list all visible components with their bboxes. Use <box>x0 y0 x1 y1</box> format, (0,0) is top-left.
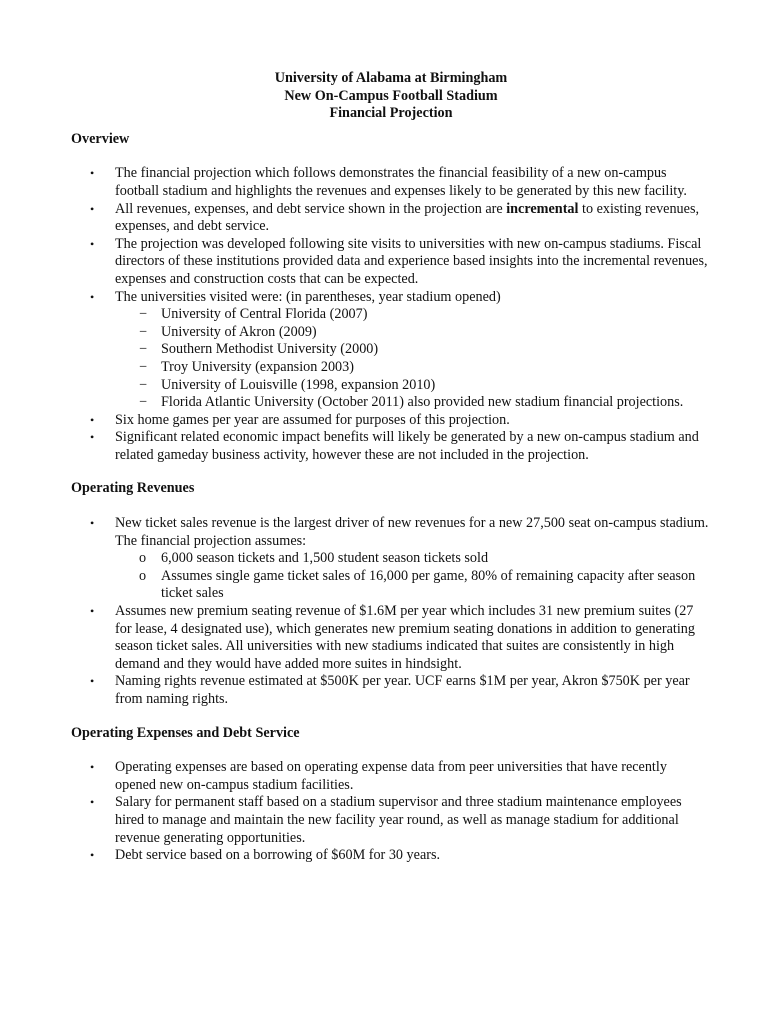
university-entry: Troy University (expansion 2003) <box>161 358 354 375</box>
list-item <box>71 236 711 289</box>
overview-bullet-text: The universities visited were: (in parentheses, year stadium opened) <box>115 288 501 305</box>
bullet-marker: • <box>90 289 95 304</box>
list-item <box>71 759 711 794</box>
list-item <box>71 429 711 464</box>
list-item <box>71 847 711 865</box>
revenue-bullet-text: New ticket sales revenue is the largest driver of new revenues for a new 27,500 seat on-campus stadium. The financial projection assumes: <box>115 515 709 549</box>
operating-expenses-heading: Operating Expenses and Debt Service <box>71 724 300 741</box>
expenses-list <box>71 759 711 865</box>
list-item <box>71 603 711 673</box>
list-item <box>115 394 711 412</box>
dash-marker: − <box>139 358 148 375</box>
assumption-entry: Assumes single game ticket sales of 16,000 per game, 80% of remaining capacity after season ticket sales <box>161 567 696 602</box>
university-entry: University of Central Florida (2007) <box>161 306 368 323</box>
list-item <box>71 515 711 603</box>
assumption-entry: 6,000 season tickets and 1,500 student season tickets sold <box>161 550 489 567</box>
document-title <box>71 70 711 123</box>
overview-bullet-text: Six home games per year are assumed for purposes of this projection. <box>115 411 510 428</box>
list-item <box>71 165 711 200</box>
dash-marker: − <box>139 341 148 358</box>
operating-revenues-heading: Operating Revenues <box>71 480 195 497</box>
university-entry: University of Louisville (1998, expansion 2010) <box>161 376 436 393</box>
text-segment: All revenues, expenses, and debt service shown in the projection are <box>115 200 507 217</box>
bullet-marker: • <box>90 604 95 619</box>
revenue-bullet-text: Naming rights revenue estimated at $500K per year. UCF earns $1M per year, Akron $750K per year from naming rights. <box>115 673 690 707</box>
list-item <box>115 341 711 359</box>
dash-marker: − <box>139 394 148 411</box>
list-item <box>71 289 711 412</box>
list-item <box>115 550 711 568</box>
bullet-marker: • <box>90 674 95 689</box>
dash-marker: − <box>139 306 148 323</box>
title-document-type: Financial Projection <box>329 105 453 122</box>
ticket-assumptions-list <box>115 550 711 603</box>
emphasis-incremental: incremental <box>506 200 579 217</box>
overview-bullet-text: Significant related economic impact benefits will likely be generated by a new on-campus stadium and related gameday business activity, however these are not included in the projection. <box>115 429 699 463</box>
bullet-marker: • <box>90 412 95 427</box>
overview-bullet-text <box>115 201 699 235</box>
list-item <box>115 568 711 603</box>
overview-bullet-text: The financial projection which follows demonstrates the financial feasibility of a new on-campus football stadium and highlights the revenues and expenses likely to be generated by this new facility. <box>115 165 687 199</box>
title-institution: University of Alabama at Birmingham <box>274 70 508 86</box>
expense-bullet-text: Operating expenses are based on operating expense data from peer universities that have recently opened new on-campus stadium facilities. <box>115 759 667 793</box>
bullet-marker: • <box>90 166 95 181</box>
overview-heading: Overview <box>71 130 130 147</box>
university-entry: Florida Atlantic University (October 2011) also provided new stadium financial projections. <box>161 394 684 411</box>
expense-bullet-text: Salary for permanent staff based on a stadium supervisor and three stadium maintenance employees hired to manage and maintain the new facility year round, as well as manage stadium for additional revenue generating opportunities. <box>115 794 682 846</box>
text-segment: to existing revenues, expenses, and debt service. <box>115 200 700 235</box>
bullet-marker: • <box>90 430 95 445</box>
document-page <box>71 70 711 865</box>
overview-list <box>71 165 711 464</box>
list-item <box>115 306 711 324</box>
university-entry: University of Akron (2009) <box>161 323 317 340</box>
list-item <box>71 412 711 430</box>
bullet-marker: • <box>90 236 95 251</box>
revenues-list <box>71 515 711 709</box>
expense-bullet-text: Debt service based on a borrowing of $60M for 30 years. <box>115 847 441 864</box>
list-item <box>115 324 711 342</box>
circle-marker: o <box>139 567 147 584</box>
bullet-marker: • <box>90 848 95 863</box>
bullet-marker: • <box>90 760 95 775</box>
bullet-marker: • <box>90 201 95 216</box>
bullet-marker: • <box>90 516 95 531</box>
university-entry: Southern Methodist University (2000) <box>161 341 379 358</box>
list-item <box>71 673 711 708</box>
bullet-marker: • <box>90 795 95 810</box>
dash-marker: − <box>139 376 148 393</box>
list-item <box>115 377 711 395</box>
list-item <box>71 794 711 847</box>
revenue-bullet-text: Assumes new premium seating revenue of $1.6M per year which includes 31 new premium suites (27 for lease, 4 designated use), which generates new premium seating donations in addition to generating season ticket sales. All universities with new stadiums indicated that suites are consistently in high demand and they would have added more suites in hindsight. <box>115 603 695 672</box>
universities-list <box>115 306 711 412</box>
list-item <box>115 359 711 377</box>
circle-marker: o <box>139 550 147 567</box>
overview-bullet-text: The projection was developed following site visits to universities with new on-campus stadiums. Fiscal directors of these institutions provided data and experience based insights into the incremental revenues, expenses and construction costs that can be expected. <box>115 235 708 287</box>
title-project: New On-Campus Football Stadium <box>284 87 498 104</box>
dash-marker: − <box>139 323 148 340</box>
list-item <box>71 201 711 236</box>
